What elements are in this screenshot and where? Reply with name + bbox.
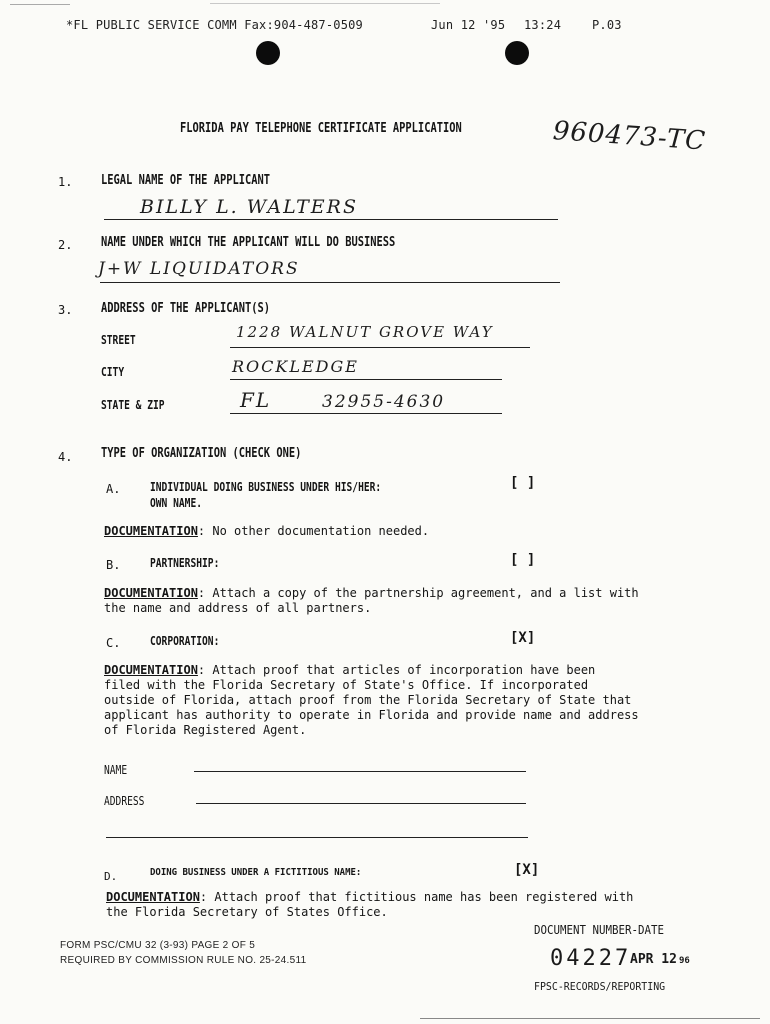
option-d-label: DOING BUSINESS UNDER A FICTITIOUS NAME: <box>150 867 362 878</box>
stamp-title: DOCUMENT NUMBER-DATE <box>534 923 665 937</box>
option-b-documentation: DOCUMENTATION: Attach a copy of the partnership agreement, and a list with the name and address of all partners. <box>104 586 639 615</box>
city-value: ROCKLEDGE <box>232 357 359 376</box>
street-label: STREET <box>101 333 136 347</box>
stamp-department: FPSC-RECORDS/REPORTING <box>534 980 666 993</box>
stamp-date: APR 12 96 <box>630 952 690 967</box>
fax-page-number: P.03 <box>592 18 622 32</box>
option-a-letter: A. <box>106 482 121 496</box>
option-c-documentation: DOCUMENTATION: Attach proof that articles of incorporation have been filed with the Florida Secretary of State's Office. If incorporated outside of Florida, attach proof from the Florida Secretary of State that applicant has authority to operate in Florida and provide name and address of Florida Registered Agent. <box>104 663 639 737</box>
business-name-line <box>100 282 560 283</box>
agent-address-field[interactable] <box>196 803 526 804</box>
agent-address-field-line-2[interactable] <box>106 837 528 838</box>
option-d-letter: D. <box>104 870 118 883</box>
docket-number-handwritten: 960473-TC <box>551 116 707 157</box>
form-number: FORM PSC/CMU 32 (3-93) PAGE 2 OF 5 <box>60 940 256 951</box>
form-title: FLORIDA PAY TELEPHONE CERTIFICATE APPLICATION <box>180 121 462 136</box>
section-4-number: 4. <box>58 450 73 464</box>
agent-address-label: ADDRESS <box>104 794 145 808</box>
street-value: 1228 WALNUT GROVE WAY <box>236 323 494 341</box>
section-2-number: 2. <box>58 238 73 252</box>
city-line <box>230 379 502 380</box>
commission-rule: REQUIRED BY COMMISSION RULE NO. 25-24.511 <box>60 955 307 966</box>
street-line <box>230 347 530 348</box>
option-d-checkbox-checked[interactable]: [X] <box>514 862 540 878</box>
agent-name-label: NAME <box>104 763 128 777</box>
option-a-label: INDIVIDUAL DOING BUSINESS UNDER HIS/HER: OWN NAME. <box>150 480 382 510</box>
option-c-letter: C. <box>106 636 121 650</box>
agent-name-field[interactable] <box>194 771 526 772</box>
option-d-documentation: DOCUMENTATION: Attach proof that fictitious name has been registered with the Florida Secretary of States Office. <box>106 890 634 919</box>
section-1-label: LEGAL NAME OF THE APPLICANT <box>101 173 271 188</box>
fax-time: 13:24 <box>524 18 562 32</box>
scan-edge-mark-bottom <box>420 1018 760 1019</box>
scan-edge-mark <box>210 3 440 4</box>
city-label: CITY <box>101 365 125 379</box>
state-value: FL <box>240 388 272 412</box>
legal-name-line <box>104 219 558 220</box>
option-c-checkbox-checked[interactable]: [X] <box>510 630 536 646</box>
section-2-label: NAME UNDER WHICH THE APPLICANT WILL DO BUSINESS <box>101 235 396 250</box>
section-4-label: TYPE OF ORGANIZATION (CHECK ONE) <box>101 446 302 461</box>
business-name-value: J+W LIQUIDATORS <box>98 259 300 279</box>
fax-sender-line: *FL PUBLIC SERVICE COMM Fax:904-487-0509 <box>66 18 363 32</box>
zip-value: 32955-4630 <box>322 392 446 412</box>
stamp-document-number: 04227 <box>550 946 632 971</box>
option-b-letter: B. <box>106 558 121 572</box>
punch-hole-right <box>505 41 529 65</box>
option-c-label: CORPORATION: <box>150 634 220 648</box>
scan-edge-mark <box>10 4 70 5</box>
state-zip-line <box>230 413 502 414</box>
section-3-number: 3. <box>58 303 73 317</box>
fax-date: Jun 12 '95 <box>431 18 506 32</box>
state-zip-label: STATE & ZIP <box>101 398 165 412</box>
legal-name-value: BILLY L. WALTERS <box>140 196 359 218</box>
option-a-documentation: DOCUMENTATION: No other documentation needed. <box>104 524 430 538</box>
punch-hole-left <box>256 41 280 65</box>
option-b-label: PARTNERSHIP: <box>150 556 220 570</box>
section-1-number: 1. <box>58 175 73 189</box>
option-a-checkbox[interactable]: [ ] <box>510 475 536 491</box>
option-b-checkbox[interactable]: [ ] <box>510 552 536 568</box>
section-3-label: ADDRESS OF THE APPLICANT(S) <box>101 301 271 316</box>
